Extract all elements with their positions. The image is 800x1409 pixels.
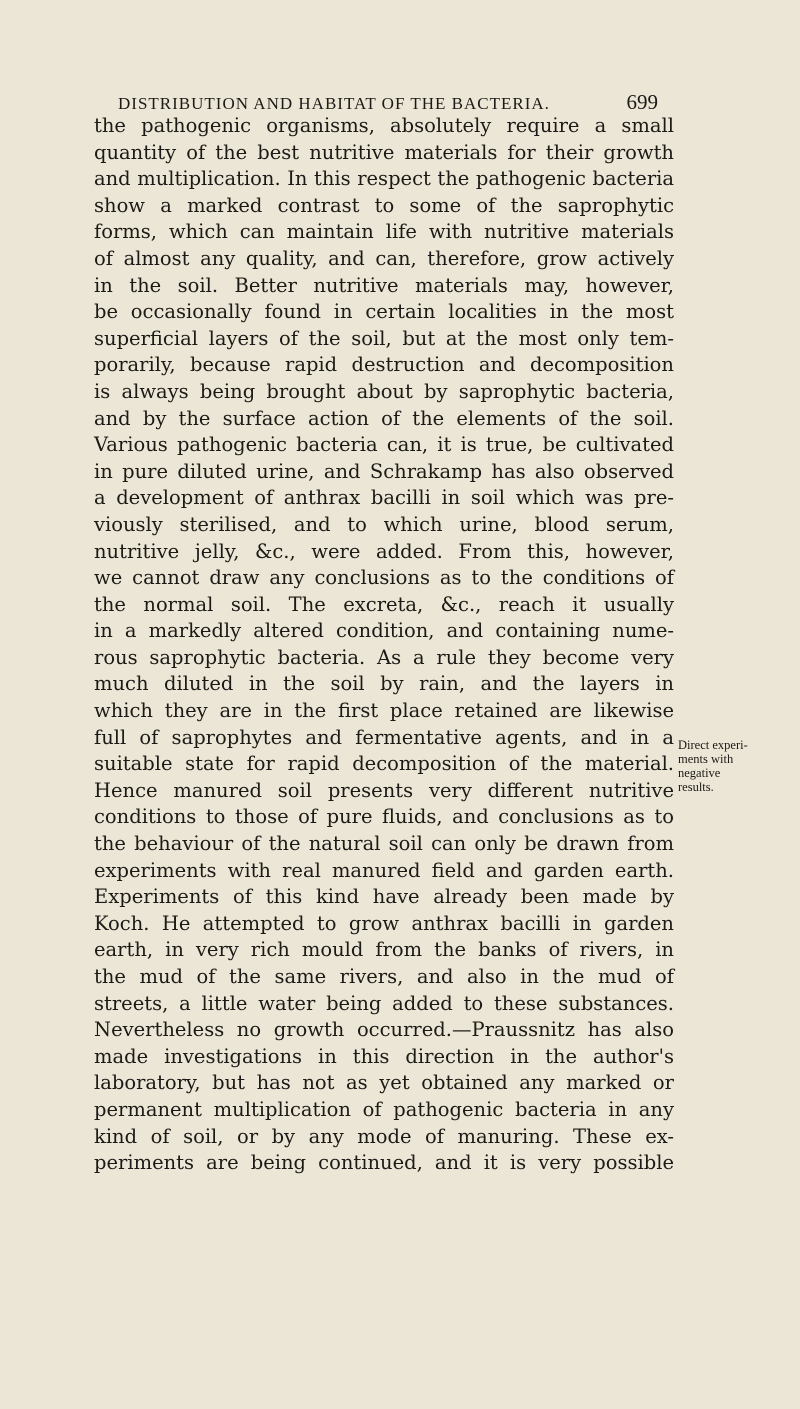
text-line: Nevertheless no growth occurred.—Praussnitz has also: [94, 1018, 674, 1042]
text-line: forms, which can maintain life with nutritive materials: [94, 220, 674, 244]
text-line: and multiplication. In this respect the pathogenic bacteria: [94, 167, 674, 191]
text-line: a development of anthrax bacilli in soil which was pre-: [94, 486, 674, 510]
text-line: periments are being continued, and it is very possible: [94, 1151, 674, 1175]
text-line: superficial layers of the soil, but at the most only tem-: [94, 326, 674, 350]
text-line: of almost any quality, and can, therefore, grow actively: [94, 246, 674, 270]
text-line: earth, in very rich mould from the banks of rivers, in: [94, 938, 674, 962]
page-number: 699: [626, 90, 658, 114]
margin-note-line: ments with: [678, 752, 734, 766]
text-line: conditions to those of pure fluids, and conclusions as to: [94, 805, 674, 829]
text-line: we cannot draw any conclusions as to the conditions of: [94, 566, 674, 590]
text-line: streets, a little water being added to these substances.: [94, 991, 674, 1015]
margin-note-line: negative: [678, 766, 721, 780]
text-line: permanent multiplication of pathogenic bacteria in any: [94, 1097, 674, 1121]
margin-note-line: Direct experi-: [678, 738, 748, 752]
margin-note-line: results.: [678, 780, 714, 794]
text-line: viously sterilised, and to which urine, blood serum,: [94, 512, 674, 536]
text-line: is always being brought about by saprophytic bacteria,: [94, 379, 674, 403]
text-line: full of saprophytes and fermentative agents, and in a: [94, 725, 674, 749]
text-line: Hence manured soil presents very different nutritive: [94, 778, 674, 802]
text-line: in a markedly altered condition, and containing nume-: [94, 619, 674, 643]
text-line: Koch. He attempted to grow anthrax bacilli in garden: [94, 911, 674, 935]
text-line: made investigations in this direction in the author's: [94, 1044, 674, 1068]
text-line: laboratory, but has not as yet obtained any marked or: [94, 1071, 674, 1095]
body-text: [94, 113, 674, 1177]
text-line: quantity of the best nutritive materials for their growth: [94, 140, 674, 164]
text-line: nutritive jelly, &c., were added. From this, however,: [94, 539, 674, 563]
text-line: the behaviour of the natural soil can only be drawn from: [94, 832, 674, 856]
text-line: porarily, because rapid destruction and decomposition: [94, 353, 674, 377]
running-head-title: DISTRIBUTION AND HABITAT OF THE BACTERIA.: [118, 94, 550, 113]
text-line: Various pathogenic bacteria can, it is true, be cultivated: [94, 433, 674, 457]
text-line: which they are in the first place retained are likewise: [94, 699, 674, 723]
text-line: rous saprophytic bacteria. As a rule they become very: [94, 645, 674, 669]
text-line: the normal soil. The excreta, &c., reach it usually: [94, 592, 674, 616]
text-line: suitable state for rapid decomposition of the material.: [94, 752, 674, 776]
text-line: and by the surface action of the elements of the soil.: [94, 406, 674, 430]
text-line: kind of soil, or by any mode of manuring. These ex-: [94, 1124, 674, 1148]
margin-note: [678, 738, 788, 794]
text-line: the mud of the same rivers, and also in the mud of: [94, 965, 674, 988]
text-line: experiments with real manured field and garden earth.: [94, 858, 674, 882]
running-head: [118, 90, 658, 115]
text-line: in pure diluted urine, and Schrakamp has also observed: [94, 459, 674, 483]
text-line: be occasionally found in certain localities in the most: [94, 300, 674, 324]
text-line: Experiments of this kind have already been made by: [94, 885, 674, 909]
text-line: show a marked contrast to some of the saprophytic: [94, 193, 674, 217]
text-line: in the soil. Better nutritive materials may, however,: [94, 273, 674, 297]
text-line: the pathogenic organisms, absolutely require a small: [94, 114, 674, 137]
text-line: much diluted in the soil by rain, and the layers in: [94, 672, 674, 696]
